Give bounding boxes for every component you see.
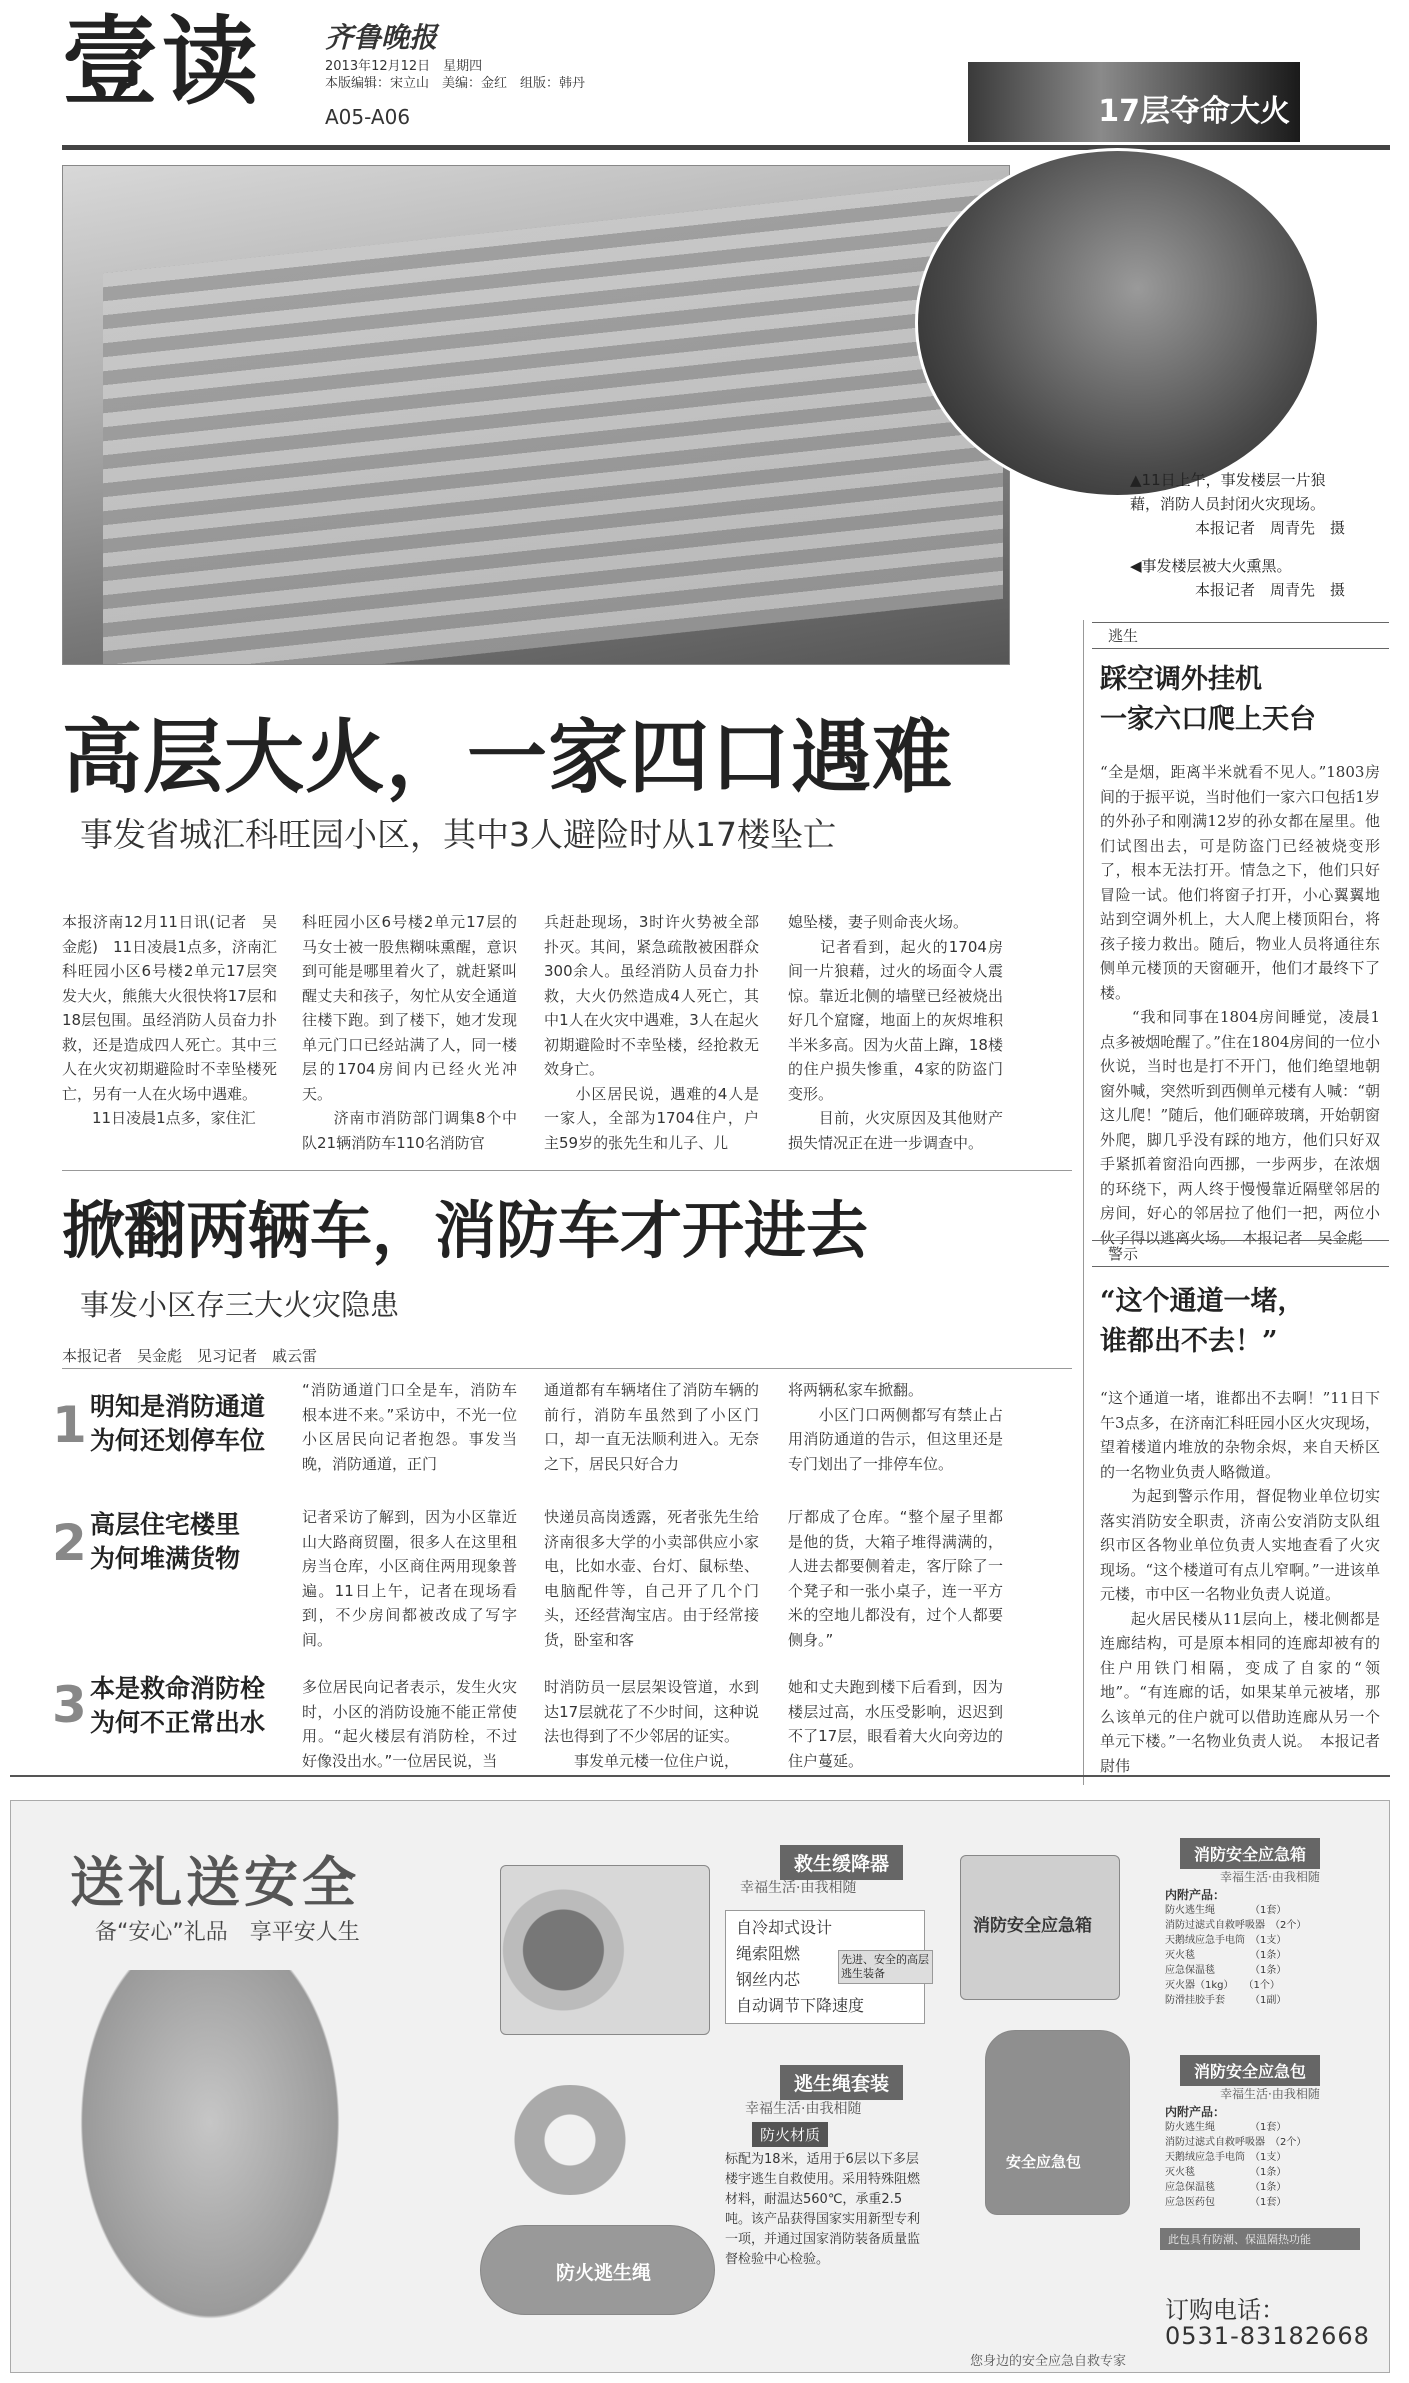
emergency-bag-text: 安全应急包 — [1006, 2153, 1082, 2171]
inventory-title: 内附产品： — [1165, 1888, 1226, 1902]
q1-col-a: “消防通道门口全是车，消防车根本进不来。”采访中，不光一位小区居民向记者抱怨。事发当晚，消防通道，正门 — [302, 1381, 517, 1473]
divider — [62, 1170, 1072, 1171]
feature-3: 钢丝内芯 — [736, 1970, 801, 1989]
story2-byline: 本报记者 吴金彪 见习记者 戚云雷 — [62, 1347, 318, 1365]
inventory-item: 消防过滤式自救呼吸器 （2个） — [1165, 2137, 1307, 2148]
emergency-bag-image — [985, 2030, 1130, 2215]
inventory-item: 灭火毯 （1条） — [1165, 2167, 1287, 2178]
story2-subhead: 事发小区存三大火灾隐患 — [80, 1288, 400, 1322]
q2-col-b: 快递员高岗透露，死者张先生给济南很多大学的小卖部供应小家电，比如水壶、台灯、鼠标垫、电脑配件等，自己开了几个门头，还经营淘宝店。由于经常接货，卧室和客 — [544, 1508, 759, 1649]
q3-title-line1: 本是救命消防栓 — [90, 1674, 266, 1703]
sidebar-divider — [1083, 620, 1084, 1785]
main-col-4: 媳坠楼，妻子则命丧火场。 记者看到，起火的1704房间一片狼藉，过火的场面令人震惊。靠近北侧的墙壁已经被烧出好几个窟窿，地面上的灰烬堆积半米多高。因为火苗上蹿，18楼的住户损失惨重，4家的防盗门变形。 目前，火灾原因及其他财产损失情况正在进一步调查中。 — [788, 913, 1003, 1152]
emergency-box-label: 消防安全应急箱 — [1180, 1838, 1320, 1869]
header-rule — [62, 145, 1390, 150]
q2-col-c: 厅都成了仓库。“整个屋子里都是他的货，大箱子堆得满满的，人进去都要侧着走，客厅除了一个凳子和一张小桌子，连一平方米的空地儿都没有，过个人都要侧身。” — [788, 1508, 1003, 1649]
rope-kit-tag: 防火材质 — [752, 2122, 828, 2147]
page-numbers: A05-A06 — [325, 105, 411, 129]
inventory-item: 防火逃生绳 （1套） — [1165, 1905, 1287, 1916]
emergency-box-image — [960, 1855, 1120, 2000]
emergency-box-text: 消防安全应急箱 — [973, 1916, 1092, 1936]
sidebar2-head-line2: 谁都出不去！” — [1100, 1326, 1278, 1357]
ad-separator — [10, 1775, 1390, 1777]
rope-kit-desc: 标配为18米，适用于6层以下多层楼宇逃生自救使用。采用特殊阻燃材料，耐温达560℃，承重2.5吨。该产品获得国家实用新型专利一项，并通过国家消防装备质量监督检验中心检验。 — [725, 2152, 921, 2267]
inventory-title: 内附产品： — [1165, 2105, 1226, 2119]
order-phone-label: 订购电话： — [1165, 2296, 1285, 2324]
emergency-box-inventory — [1165, 1888, 1345, 2008]
descender-label: 救生缓降器 — [780, 1845, 903, 1880]
inventory-item: 应急保温毯 （1条） — [1165, 2182, 1287, 2193]
sidebar2-head-line1: “这个通道一堵， — [1100, 1286, 1305, 1317]
descender-sub: 幸福生活·由我相随 — [740, 1880, 857, 1896]
q1-title-line2: 为何还划停车位 — [90, 1426, 266, 1455]
sidebar1-tag: 逃生 — [1092, 622, 1389, 649]
building-photo — [62, 165, 1010, 665]
main-col-2: 科旺园小区6号楼2单元17层的马女士被一股焦糊味熏醒，意识到可能是哪里着火了，就赶紧叫醒丈夫和孩子，匆忙从安全通道往楼下跑。到了楼下，她才发现单元门口已经站满了人，同一楼层的1704房间内已经火光冲天。 济南市消防部门调集8个中队21辆消防车110名消防官 — [302, 913, 517, 1152]
q1-title-line1: 明知是消防通道 — [90, 1392, 266, 1421]
feature-4: 自动调节下降速度 — [736, 1996, 865, 2015]
sidebar1-head-line2: 一家六口爬上天台 — [1100, 704, 1316, 735]
caption-2-credit: 本报记者 周青先 摄 — [1194, 581, 1345, 599]
banner-text: 17层夺命大火 — [1098, 94, 1290, 129]
emergency-bag-label: 消防安全应急包 — [1180, 2055, 1320, 2086]
inventory-item: 消防过滤式自救呼吸器 （2个） — [1165, 1920, 1307, 1931]
issue-meta — [325, 58, 585, 92]
rope-kit-label: 逃生绳套装 — [780, 2065, 903, 2100]
feature-1: 自冷却式设计 — [736, 1918, 833, 1937]
newspaper-logo: 齐鲁晚报 — [325, 21, 438, 54]
section-title: 壹读 — [62, 5, 262, 118]
emergency-bag-sub: 幸福生活·由我相随 — [1220, 2087, 1320, 2101]
shopper-illustration — [60, 1970, 360, 2350]
rope-coil-image — [505, 2085, 635, 2195]
building-facade — [103, 179, 1003, 665]
topic-banner — [968, 62, 1300, 142]
main-col-1: 本报济南12月11日讯(记者 吴金彪) 11日凌晨1点多，济南汇科旺园小区6号楼2单元17层突发大火，熊熊大火很快将17层和18层包围。虽经消防人员奋力扑救，还是造成四人死亡。其中三人在火灾初期避险时不幸坠楼死亡，另有一人在火场中遇难。 11日凌晨1点多，家住汇 — [62, 913, 277, 1127]
question-1-number: 1 — [52, 1396, 87, 1454]
inventory-item: 天鹅绒应急手电筒 （1支） — [1165, 2152, 1287, 2163]
inventory-item: 防滑挂胶手套 （1副） — [1165, 1995, 1287, 2006]
inventory-item: 应急保温毯 （1条） — [1165, 1965, 1287, 1976]
ad-title: 送礼送安全 — [70, 1851, 360, 1914]
q1-col-b: 通道都有车辆堵住了消防车辆的前行，消防车虽然到了小区门口，却一直无法顺利进入。无奈之下，居民只好合力 — [544, 1381, 759, 1473]
question-3-title — [90, 1672, 265, 1740]
issue-date: 2013年12月12日 星期四 — [325, 59, 483, 74]
q3-col-a: 多位居民向记者表示，发生火灾时，小区的消防设施不能正常使用。“起火楼层有消防栓，不过好像没出水。”一位居民说，当 — [302, 1678, 517, 1770]
emergency-box-sub: 幸福生活·由我相随 — [1220, 1870, 1320, 1884]
rope-bag-text: 防火逃生绳 — [556, 2262, 652, 2284]
sidebar2-text: “这个通道一堵，谁都出不去啊！”11日下午3点多，在济南汇科旺园小区火灾现场，望着楼道内堆放的杂物余烬，来自天桥区的一名物业负责人略微道。 为起到警示作用，督促物业单位切实落实消防安全职责，济南公安消防支队组织市区各物业单位负责人实地查看了火灾现场。“这个楼道可有点儿窄啊。”一进该单元楼，市中区一名物业负责人说道。 起火居民楼从11层向上，楼北侧都是连廊结构，可是原本相同的连廊却被有的住户用铁门相隔，变成了自家的“领地”。“有连廊的话，如果某单元被堵，那么该单元的住户就可以借助连廊从另一个单元下楼。”一名物业负责人说。 本报记者 尉伟 — [1100, 1389, 1380, 1775]
question-2-number: 2 — [52, 1514, 87, 1572]
sidebar1-text: “全是烟，距离半米就看不见人。”1803房间的于振平说，当时他们一家六口包括1岁的外孙子和刚满12岁的孙女都在屋里。他们试图出去，可是防盗门已经被烧变形了，根本无法打开。情急之下，他们只好冒险一试。他们将窗子打开，小心翼翼地站到空调外机上，大人爬上楼顶阳台，将孩子接力救出。随后，物业人员将通往东侧单元楼顶的天窗砸开，他们才最终下了楼。 “我和同事在1804房间睡觉，凌晨1点多被烟呛醒了。”住在1804房间的一位小伙说，当时也是打不开门，他们绝望地朝窗外喊，突然听到西侧单元楼有人喊：“朝这儿爬！”随后，他们砸碎玻璃，开始朝窗外爬，脚几乎没有踩的地方，他们只好双手紧抓着窗沿向西挪，一步两步，在浓烟的环绕下，两人终于慢慢靠近隔壁邻居的房间，好心的邻居拉了他们一把，两位小伙子得以逃离火场。 本报记者 吴金彪 — [1100, 763, 1380, 1247]
caption-2: ◀事发楼层被大火熏黑。 — [1130, 557, 1292, 575]
ad-slogan: 备“安心”礼品 享平安人生 — [95, 1920, 360, 1945]
sidebar2-tag: 警示 — [1092, 1240, 1389, 1267]
ad-footer-slogan: 您身边的安全应急自救专家 — [970, 2354, 1127, 2369]
descender-product-image — [500, 1865, 710, 2035]
caption-1-credit: 本报记者 周青先 摄 — [1194, 519, 1345, 537]
q1-col-c: 将两辆私家车掀翻。 小区门口两侧都写有禁止占用消防通道的告示，但这里还是专门划出了一排停车位。 — [788, 1381, 1003, 1473]
question-2-title — [90, 1508, 240, 1576]
sidebar2-headline — [1100, 1282, 1305, 1362]
caption-1: ▲11日上午，事发楼层一片狼藉，消防人员封闭火灾现场。 — [1130, 471, 1326, 513]
q2-col-a: 记者采访了解到，因为小区靠近山大路商贸圈，很多人在这里租房当仓库，小区商住两用现象普遍。11日上午，记者在现场看到，不少房间都被改成了写字间。 — [302, 1508, 517, 1649]
inventory-item: 天鹅绒应急手电筒 （1支） — [1165, 1935, 1287, 1946]
q2-title-line2: 为何堆满货物 — [90, 1544, 241, 1573]
photo-captions — [1130, 468, 1345, 602]
main-headline: 高层大火，一家四口遇难 — [62, 711, 953, 804]
inventory-item: 防火逃生绳 （1套） — [1165, 2122, 1287, 2133]
descender-badge: 先进、安全的高层逃生装备 — [838, 1950, 933, 1984]
story2-headline: 掀翻两辆车，消防车才开进去 — [62, 1194, 869, 1267]
sidebar1-headline — [1100, 660, 1316, 740]
feature-2: 绳索阻燃 — [736, 1944, 801, 1963]
question-1-title — [90, 1390, 265, 1458]
main-subhead: 事发省城汇科旺园小区，其中3人避险时从17楼坠亡 — [80, 815, 836, 854]
editors-line: 本版编辑：宋立山 美编：金红 组版：韩丹 — [325, 76, 586, 91]
rope-kit-sub: 幸福生活·由我相随 — [745, 2101, 862, 2117]
question-3-number: 3 — [52, 1676, 87, 1734]
inventory-item: 灭火器（1kg） （1个） — [1165, 1980, 1280, 1991]
order-phone-number: 0531-83182668 — [1165, 2322, 1370, 2350]
firefighter-photo — [915, 148, 1320, 498]
emergency-bag-inventory — [1165, 2105, 1345, 2210]
q3-col-b: 时消防员一层层架设管道，水到达17层就花了不少时间，这种说法也得到了不少邻居的证实。 事发单元楼一位住户说， — [544, 1678, 759, 1770]
emergency-bag-note: 此包具有防潮、保温隔热功能 — [1160, 2228, 1360, 2250]
q3-col-c: 她和丈夫跑到楼下后看到，因为楼层过高，水压受影响，迟迟到不了17层，眼看着大火向旁边的住户蔓延。 — [788, 1678, 1003, 1770]
rope-bag-image — [480, 2225, 715, 2315]
divider — [62, 1368, 1072, 1369]
inventory-item: 灭火毯 （1条） — [1165, 1950, 1287, 1961]
main-col-3: 兵赶赴现场，3时许火势被全部扑灭。其间，紧急疏散被困群众300余人。虽经消防人员奋力扑救，大火仍然造成4人死亡，其中1人在火灾中遇难，3人在起火初期避险时不幸坠楼，经抢救无效身亡。 小区居民说，遇难的4人是一家人，全部为1704住户，户主59岁的张先生和儿子、儿 — [544, 913, 759, 1152]
q2-title-line1: 高层住宅楼里 — [90, 1510, 241, 1539]
q3-title-line2: 为何不正常出水 — [90, 1708, 266, 1737]
sidebar1-head-line1: 踩空调外挂机 — [1100, 664, 1262, 695]
inventory-item: 应急医药包 （1套） — [1165, 2197, 1287, 2208]
